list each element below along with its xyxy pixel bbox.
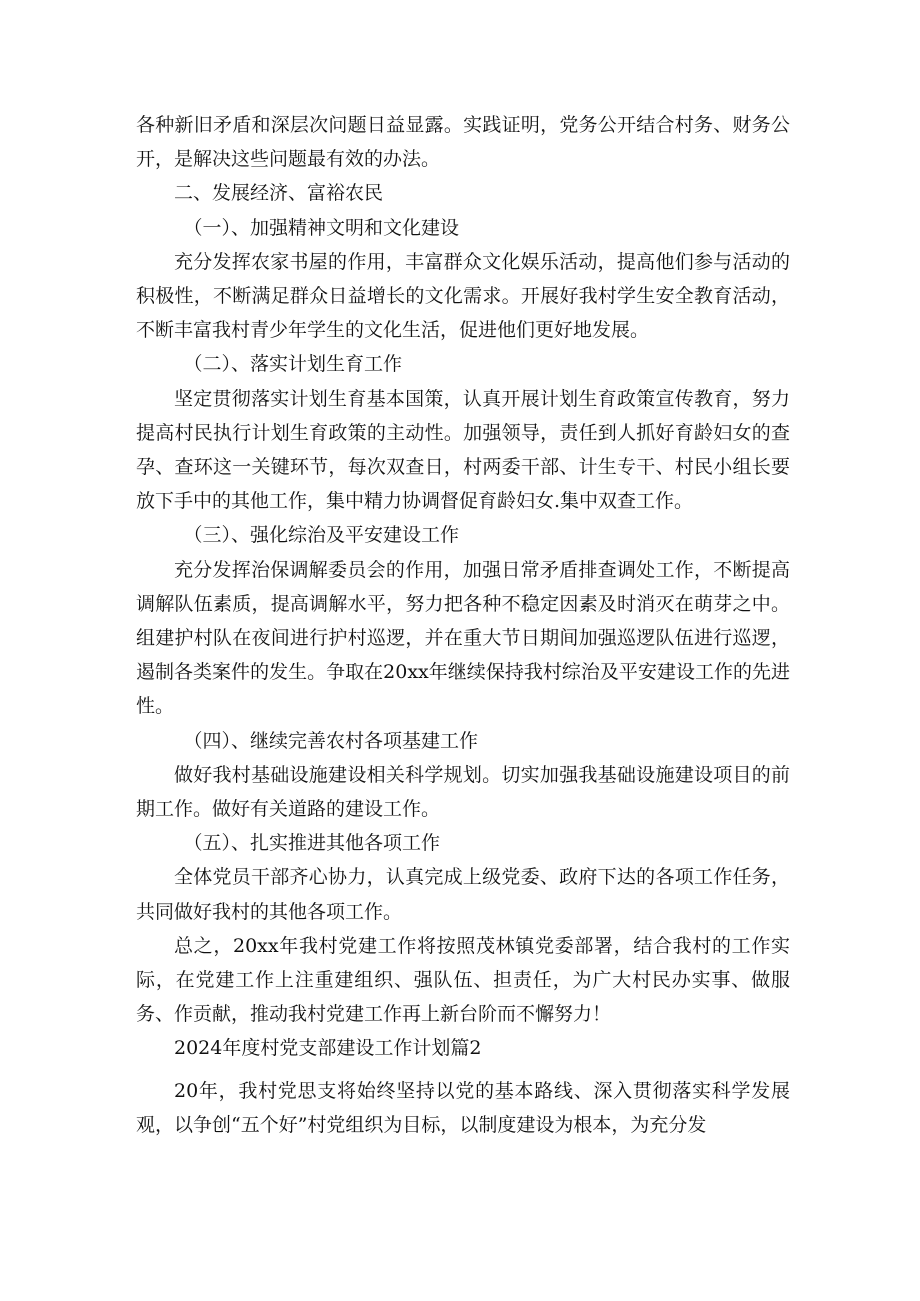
- paragraph-conclusion: 总之，20xx年我村党建工作将按照茂林镇党委部署，结合我村的工作实际，在党建工作上注重建组织、强队伍、担责任，为广大村民办实事、做服务、作贡献，推动我村党建工作再上新台阶而不懈努力！: [136, 934, 790, 1026]
- subsection-heading: （一）、加强精神文明和文化建设: [183, 216, 460, 239]
- paragraph: 坚定贯彻落实计划生育基本国策，认真开展计划生育政策宣传教育，努力提高村民执行计划生育政策的主动性。加强领导，责任到人抓好育龄妇女的查孕、查环这一关键环节，每次双查日，村两委干部、计生专干、村民小组长要放下手中的其他工作，集中精力协调督促育龄妇女.集中双查工作。: [136, 387, 790, 513]
- subsection-heading: （四）、继续完善农村各项基建工作: [183, 729, 479, 752]
- spacer: [136, 1066, 790, 1074]
- paragraph: 充分发挥治保调解委员会的作用，加强日常矛盾排查调处工作，不断提高调解队伍素质，提高调解水平，努力把各种不稳定因素及时消灭在萌芽之中。组建护村队在夜间进行护村巡逻，并在重大节日期间加强巡逻队伍进行巡逻，遏制各类案件的发生。争取在20xx年继续保持我村综治及平安建设工作的先进性。: [136, 558, 790, 718]
- subsection-heading: （五）、扎实推进其他各项工作: [183, 832, 441, 855]
- paragraph: 做好我村基础设施建设相关科学规划。切实加强我基础设施建设项目的前期工作。做好有关道路的建设工作。: [136, 763, 790, 821]
- document-title: 2024年度村党支部建设工作计划篇2: [174, 1037, 482, 1060]
- paragraph: 全体党员干部齐心协力，认真完成上级党委、政府下达的各项工作任务，共同做好我村的其他各项工作。: [136, 866, 790, 923]
- paragraph: 充分发挥农家书屋的作用，丰富群众文化娱乐活动，提高他们参与活动的积极性，不断满足群众日益增长的文化需求。开展好我村学生安全教育活动，不断丰富我村青少年学生的文化生活，促进他们更好地发展。: [136, 250, 790, 342]
- paragraph-continuation: 各种新旧矛盾和深层次问题日益显露。实践证明，党务公开结合村务、财务公开，是解决这些问题最有效的办法。: [136, 114, 790, 171]
- section-heading: 二、发展经济、富裕农民: [174, 182, 384, 205]
- paragraph: 20年，我村党思支将始终坚持以党的基本路线、深入贯彻落实科学发展观，以争创“五个好”村党组织为目标，以制度建设为根本，为充分发: [136, 1079, 790, 1136]
- subsection-heading: （三）、强化综治及平安建设工作: [183, 524, 460, 547]
- subsection-heading: （二）、落实计划生育工作: [183, 353, 403, 376]
- document-body: [136, 108, 790, 1142]
